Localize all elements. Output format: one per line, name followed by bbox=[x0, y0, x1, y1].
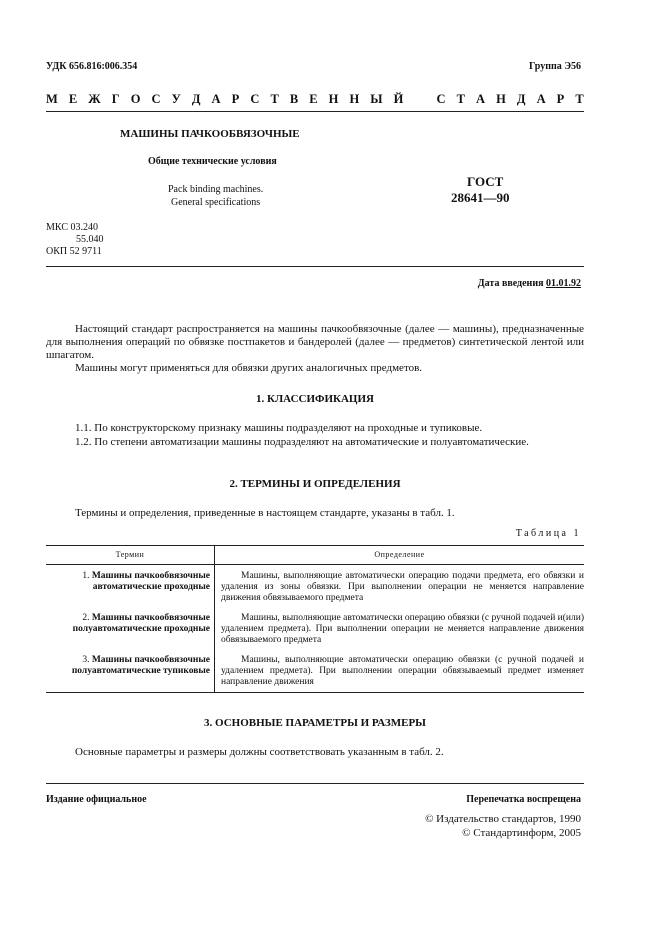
gost-label: ГОСТ bbox=[467, 174, 504, 189]
gost-number: 28641—90 bbox=[451, 190, 510, 205]
banner-letter: Е bbox=[68, 92, 78, 106]
banner-letter: В bbox=[289, 92, 299, 106]
banner-letter: С bbox=[436, 92, 446, 106]
intro-date-label: Дата введения bbox=[477, 278, 544, 289]
english-title-line2: General specifications bbox=[171, 197, 261, 208]
banner-letter: Ы bbox=[370, 92, 383, 106]
banner-letter: А bbox=[536, 92, 546, 106]
banner-letter: Т bbox=[456, 92, 465, 106]
section-2-paragraph-1: Термины и определения, приведенные в настоящем стандарте, указаны в табл. 1. bbox=[75, 507, 455, 519]
banner-letter: Р bbox=[231, 92, 240, 106]
classification-codes bbox=[46, 222, 104, 258]
banner-letter: Н bbox=[496, 92, 506, 106]
copyright-line-2: © Стандартинформ, 2005 bbox=[462, 827, 581, 839]
banner-letter: М bbox=[46, 92, 58, 106]
banner-letter: Н bbox=[328, 92, 339, 106]
official-edition-label: Издание официальное bbox=[46, 794, 147, 805]
intro-date-line bbox=[478, 278, 581, 289]
banner-letter: Й bbox=[393, 92, 404, 106]
banner-letter: Ж bbox=[88, 92, 101, 106]
banner-letter: С bbox=[250, 92, 260, 106]
banner-letter: Г bbox=[111, 92, 120, 106]
reprint-notice: Перепечатка воспрещена bbox=[466, 794, 581, 805]
header-rule bbox=[46, 111, 584, 112]
table-cell-term: 3. Машины пачкообвязочные полуавтоматические тупиковые bbox=[46, 649, 215, 693]
table-cell-definition: Машины, выполняющие автоматически операцию подачи предмета, его обвязки и удаления из зоны обвязки. При выполнении операции не меняется направление движения обвязываемого предмета bbox=[221, 571, 584, 603]
banner-letter: С bbox=[151, 92, 161, 106]
banner-letter: У bbox=[171, 92, 181, 106]
banner-letter: Р bbox=[556, 92, 565, 106]
table-header-term: Термин bbox=[46, 546, 215, 565]
table-cell-term: 1. Машины пачкообвязочные автоматические проходные bbox=[46, 565, 215, 608]
section-2-heading: 2. ТЕРМИНЫ И ОПРЕДЕЛЕНИЯ bbox=[229, 478, 401, 490]
codes-rule bbox=[46, 266, 584, 267]
banner-letter: Е bbox=[309, 92, 318, 106]
banner-letter: А bbox=[211, 92, 221, 106]
section-3-paragraph-1: Основные параметры и размеры должны соответствовать указанным в табл. 2. bbox=[75, 746, 444, 758]
banner-letter: Т bbox=[270, 92, 279, 106]
table-header-row bbox=[46, 546, 584, 565]
section-1-paragraph-1: 1.1. По конструкторскому признаку машины подразделяют на проходные и тупиковые. bbox=[75, 422, 483, 434]
table-cell-definition: Машины, выполняющие автоматически операцию обвязки (с ручной подачей и удалением предмета). При выполнении операции обвязываемый предмет изменяет направление движения bbox=[215, 649, 585, 693]
mks-code-2: 55.040 bbox=[76, 234, 104, 245]
banner-letter: Д bbox=[516, 92, 526, 106]
footer-rule bbox=[46, 783, 584, 784]
mks-code-1: МКС 03.240 bbox=[46, 222, 98, 233]
terms-table bbox=[46, 545, 584, 693]
banner-letter: О bbox=[130, 92, 141, 106]
table-row bbox=[46, 607, 584, 649]
banner-letter: Н bbox=[349, 92, 360, 106]
intro-paragraph-2: Машины могут применяться для обвязки других аналогичных предметов. bbox=[75, 362, 423, 374]
section-3-heading: 3. ОСНОВНЫЕ ПАРАМЕТРЫ И РАЗМЕРЫ bbox=[204, 717, 426, 729]
table-cell-term: 2. Машины пачкообвязочные полуавтоматические проходные bbox=[46, 607, 215, 649]
banner-letter: А bbox=[476, 92, 486, 106]
table-row bbox=[46, 565, 584, 608]
group-code: Группа Э56 bbox=[529, 61, 581, 72]
copyright-line-1: © Издательство стандартов, 1990 bbox=[425, 813, 581, 825]
table-header-definition: Определение bbox=[215, 546, 585, 565]
intro-date-value: 01.01.92 bbox=[546, 278, 581, 289]
udc-code: УДК 656.816:006.354 bbox=[46, 61, 138, 72]
section-1-heading: 1. КЛАССИФИКАЦИЯ bbox=[256, 393, 374, 405]
table-caption: Таблица 1 bbox=[515, 528, 581, 539]
banner-letter: Т bbox=[575, 92, 584, 106]
intro-paragraph-1: Настоящий стандарт распространяется на машины пачкообвязочные (далее — машины), предназначенные для выполнения операций по обвязке постпакетов и бандеролей (далее — предметов) синтетической лентой или шпагатом. bbox=[46, 323, 584, 362]
table-row bbox=[46, 649, 584, 693]
document-subtitle: Общие технические условия bbox=[148, 156, 277, 167]
section-1-paragraph-2: 1.2. По степени автоматизации машины подразделяют на автоматические и полуавтоматические. bbox=[75, 436, 529, 448]
interstate-standard-banner bbox=[46, 92, 584, 107]
okp-code: ОКП 52 9711 bbox=[46, 246, 102, 257]
table-cell-definition: Машины, выполняющие автоматически операцию обвязки (с ручной подачей и(или) удалением предмета). При выполнении операции не меняется направление движения обвязываемого предмета bbox=[221, 613, 584, 645]
document-title: МАШИНЫ ПАЧКООБВЯЗОЧНЫЕ bbox=[120, 128, 300, 140]
english-title-line1: Pack binding machines. bbox=[168, 184, 264, 195]
banner-letter: Д bbox=[191, 92, 201, 106]
